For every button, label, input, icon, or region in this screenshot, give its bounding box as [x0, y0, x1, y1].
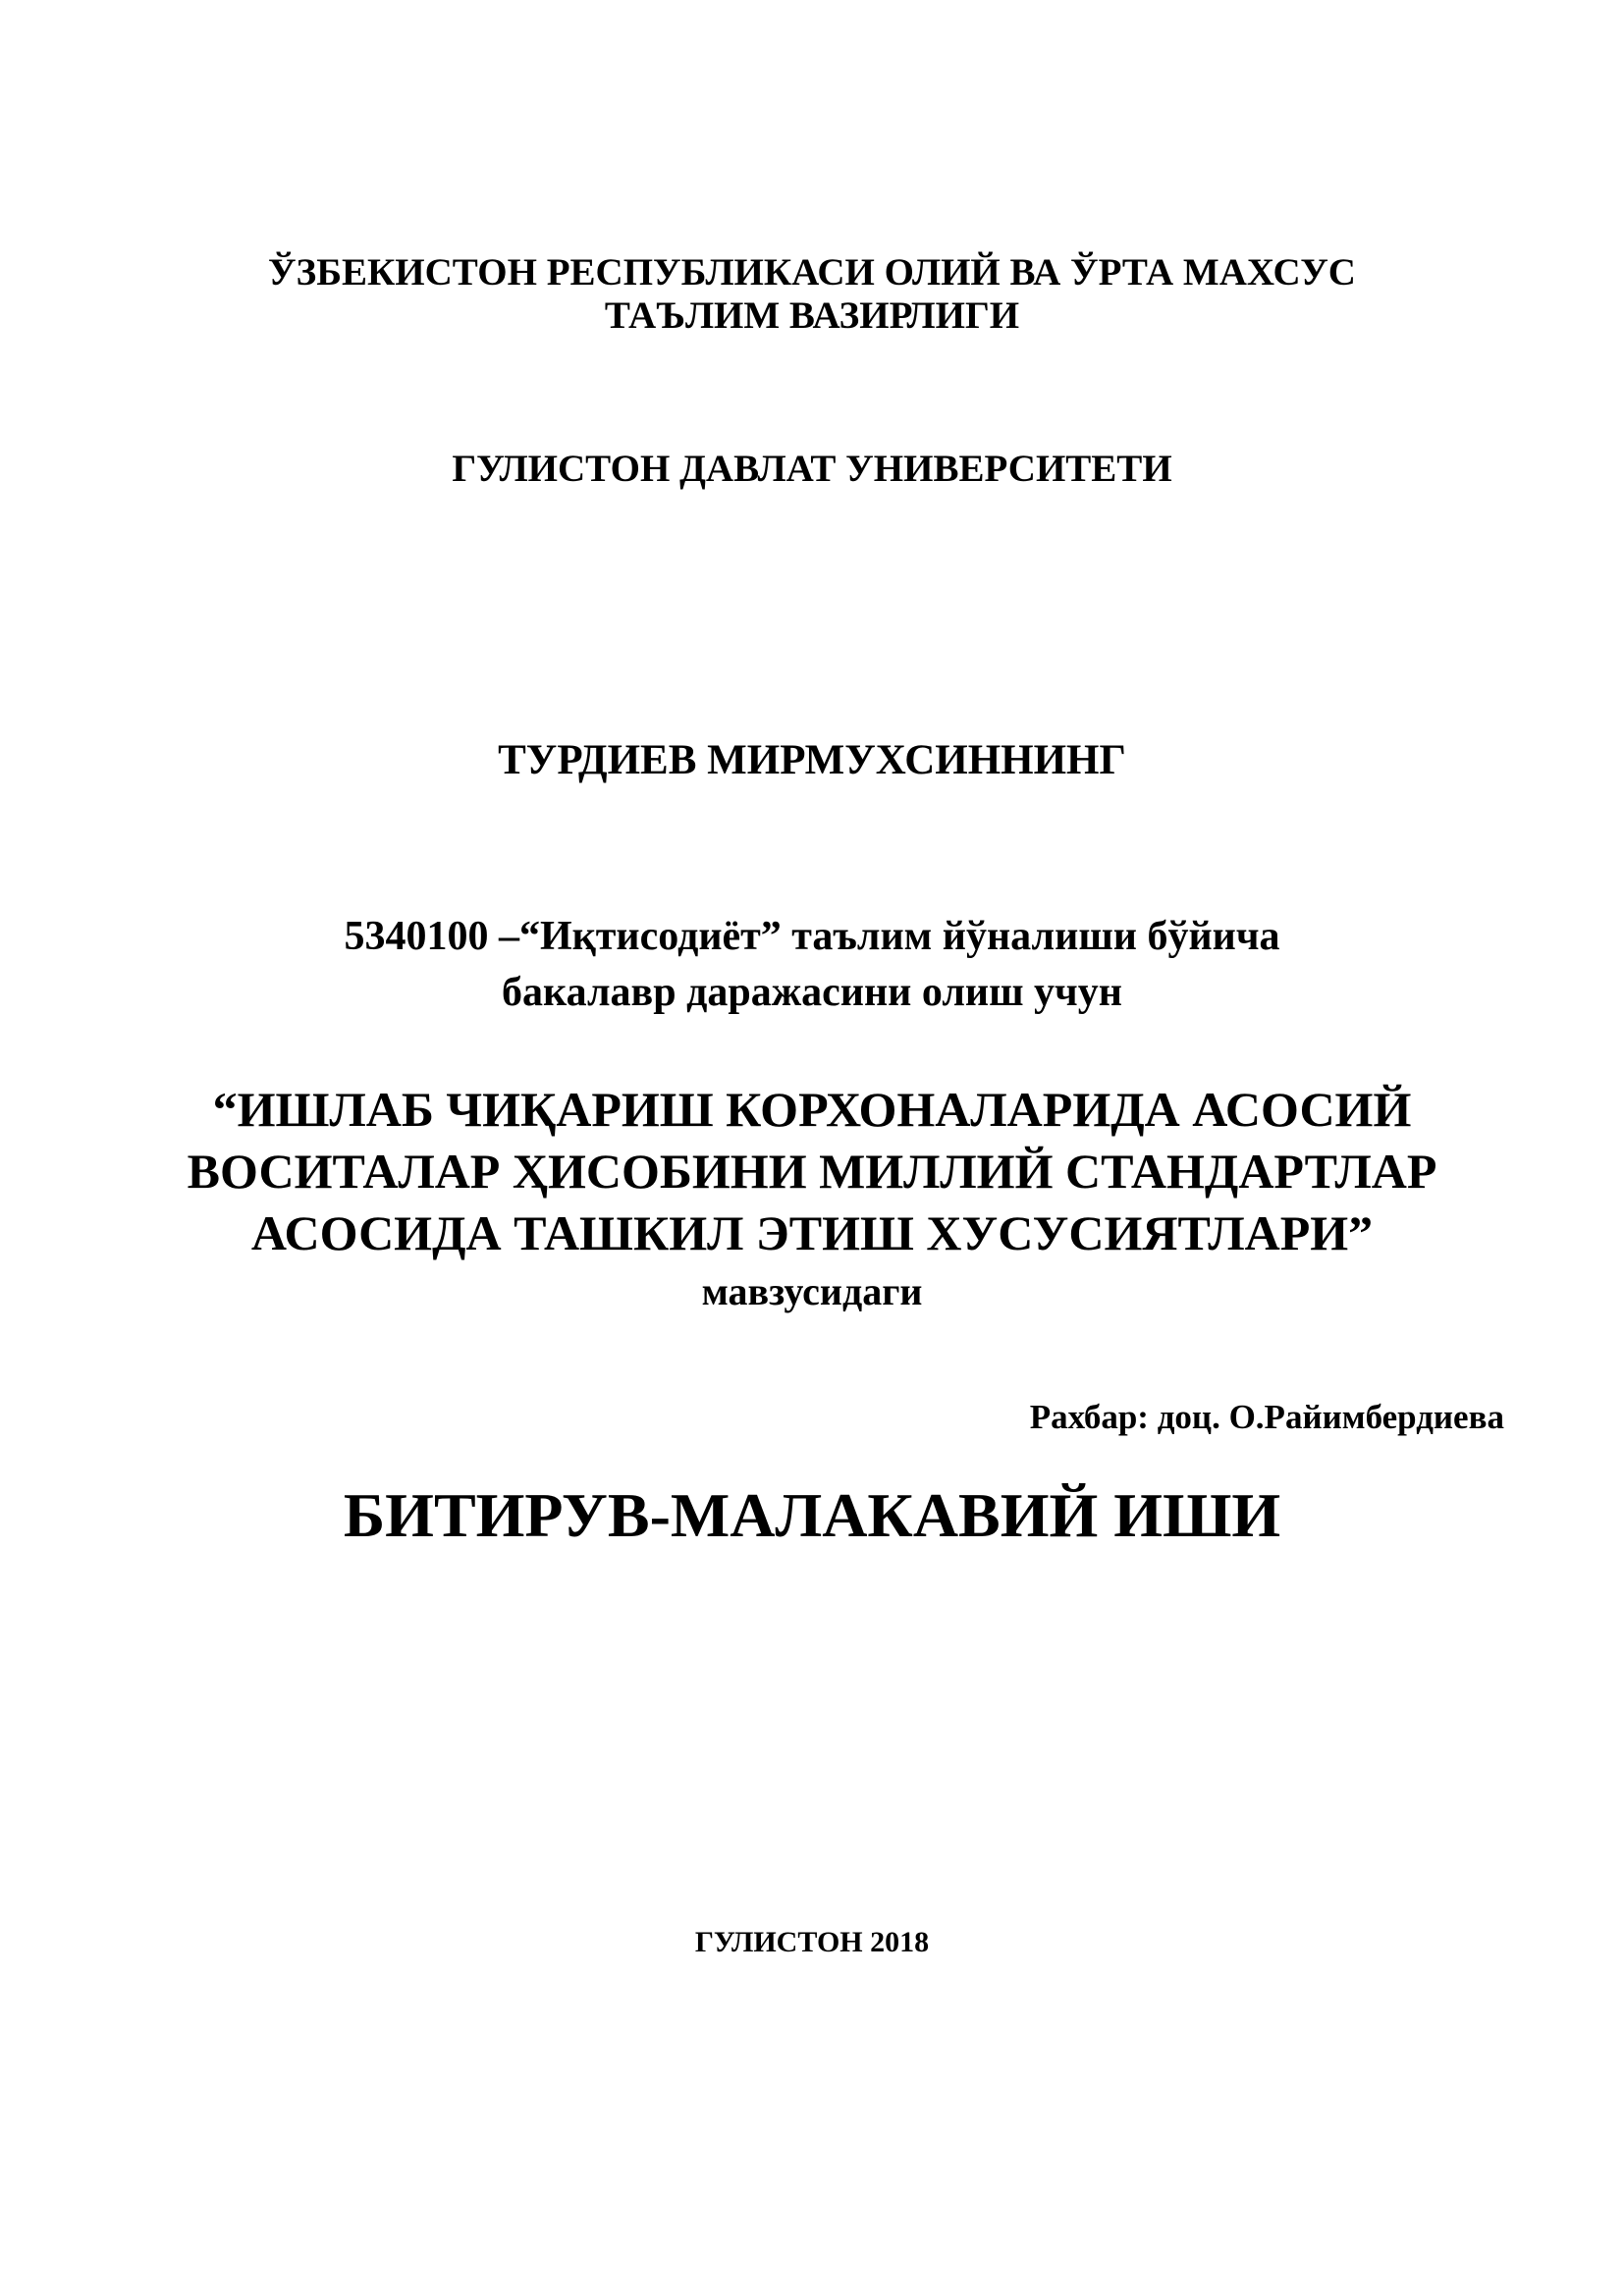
university-name: ГУЛИСТОН ДАВЛАТ УНИВЕРСИТЕТИ	[452, 448, 1172, 490]
supervisor: Рахбар: доц. О.Райимбердиева	[1029, 1398, 1504, 1436]
program-line-1: 5340100 –“Иқтисодиёт” таълим йўналиши бўйича	[344, 914, 1280, 959]
ministry-line-1: ЎЗБЕКИСТОН РЕСПУБЛИКАСИ ОЛИЙ ВА ЎРТА МАХСУС	[268, 251, 1356, 294]
program-line-2: бакалавр даражасини олиш учун	[502, 970, 1122, 1015]
author-name: ТУРДИЕВ МИРМУХСИННИНГ	[498, 737, 1126, 783]
topic-line-1: “ИШЛАБ ЧИҚАРИШ КОРХОНАЛАРИДА АСОСИЙ	[212, 1082, 1412, 1137]
topic-tail: мавзусидаги	[701, 1269, 923, 1313]
topic-line-2: ВОСИТАЛАР ҲИСОБИНИ МИЛЛИЙ СТАНДАРТЛАР	[187, 1144, 1437, 1199]
footer-city-year: ГУЛИСТОН 2018	[694, 1926, 930, 1958]
ministry-line-2: ТАЪЛИМ ВАЗИРЛИГИ	[604, 294, 1020, 337]
document-type: БИТИРУВ-МАЛАКАВИЙ ИШИ	[343, 1480, 1281, 1550]
topic-line-3: АСОСИДА ТАШКИЛ ЭТИШ ХУСУСИЯТЛАРИ”	[250, 1205, 1374, 1260]
